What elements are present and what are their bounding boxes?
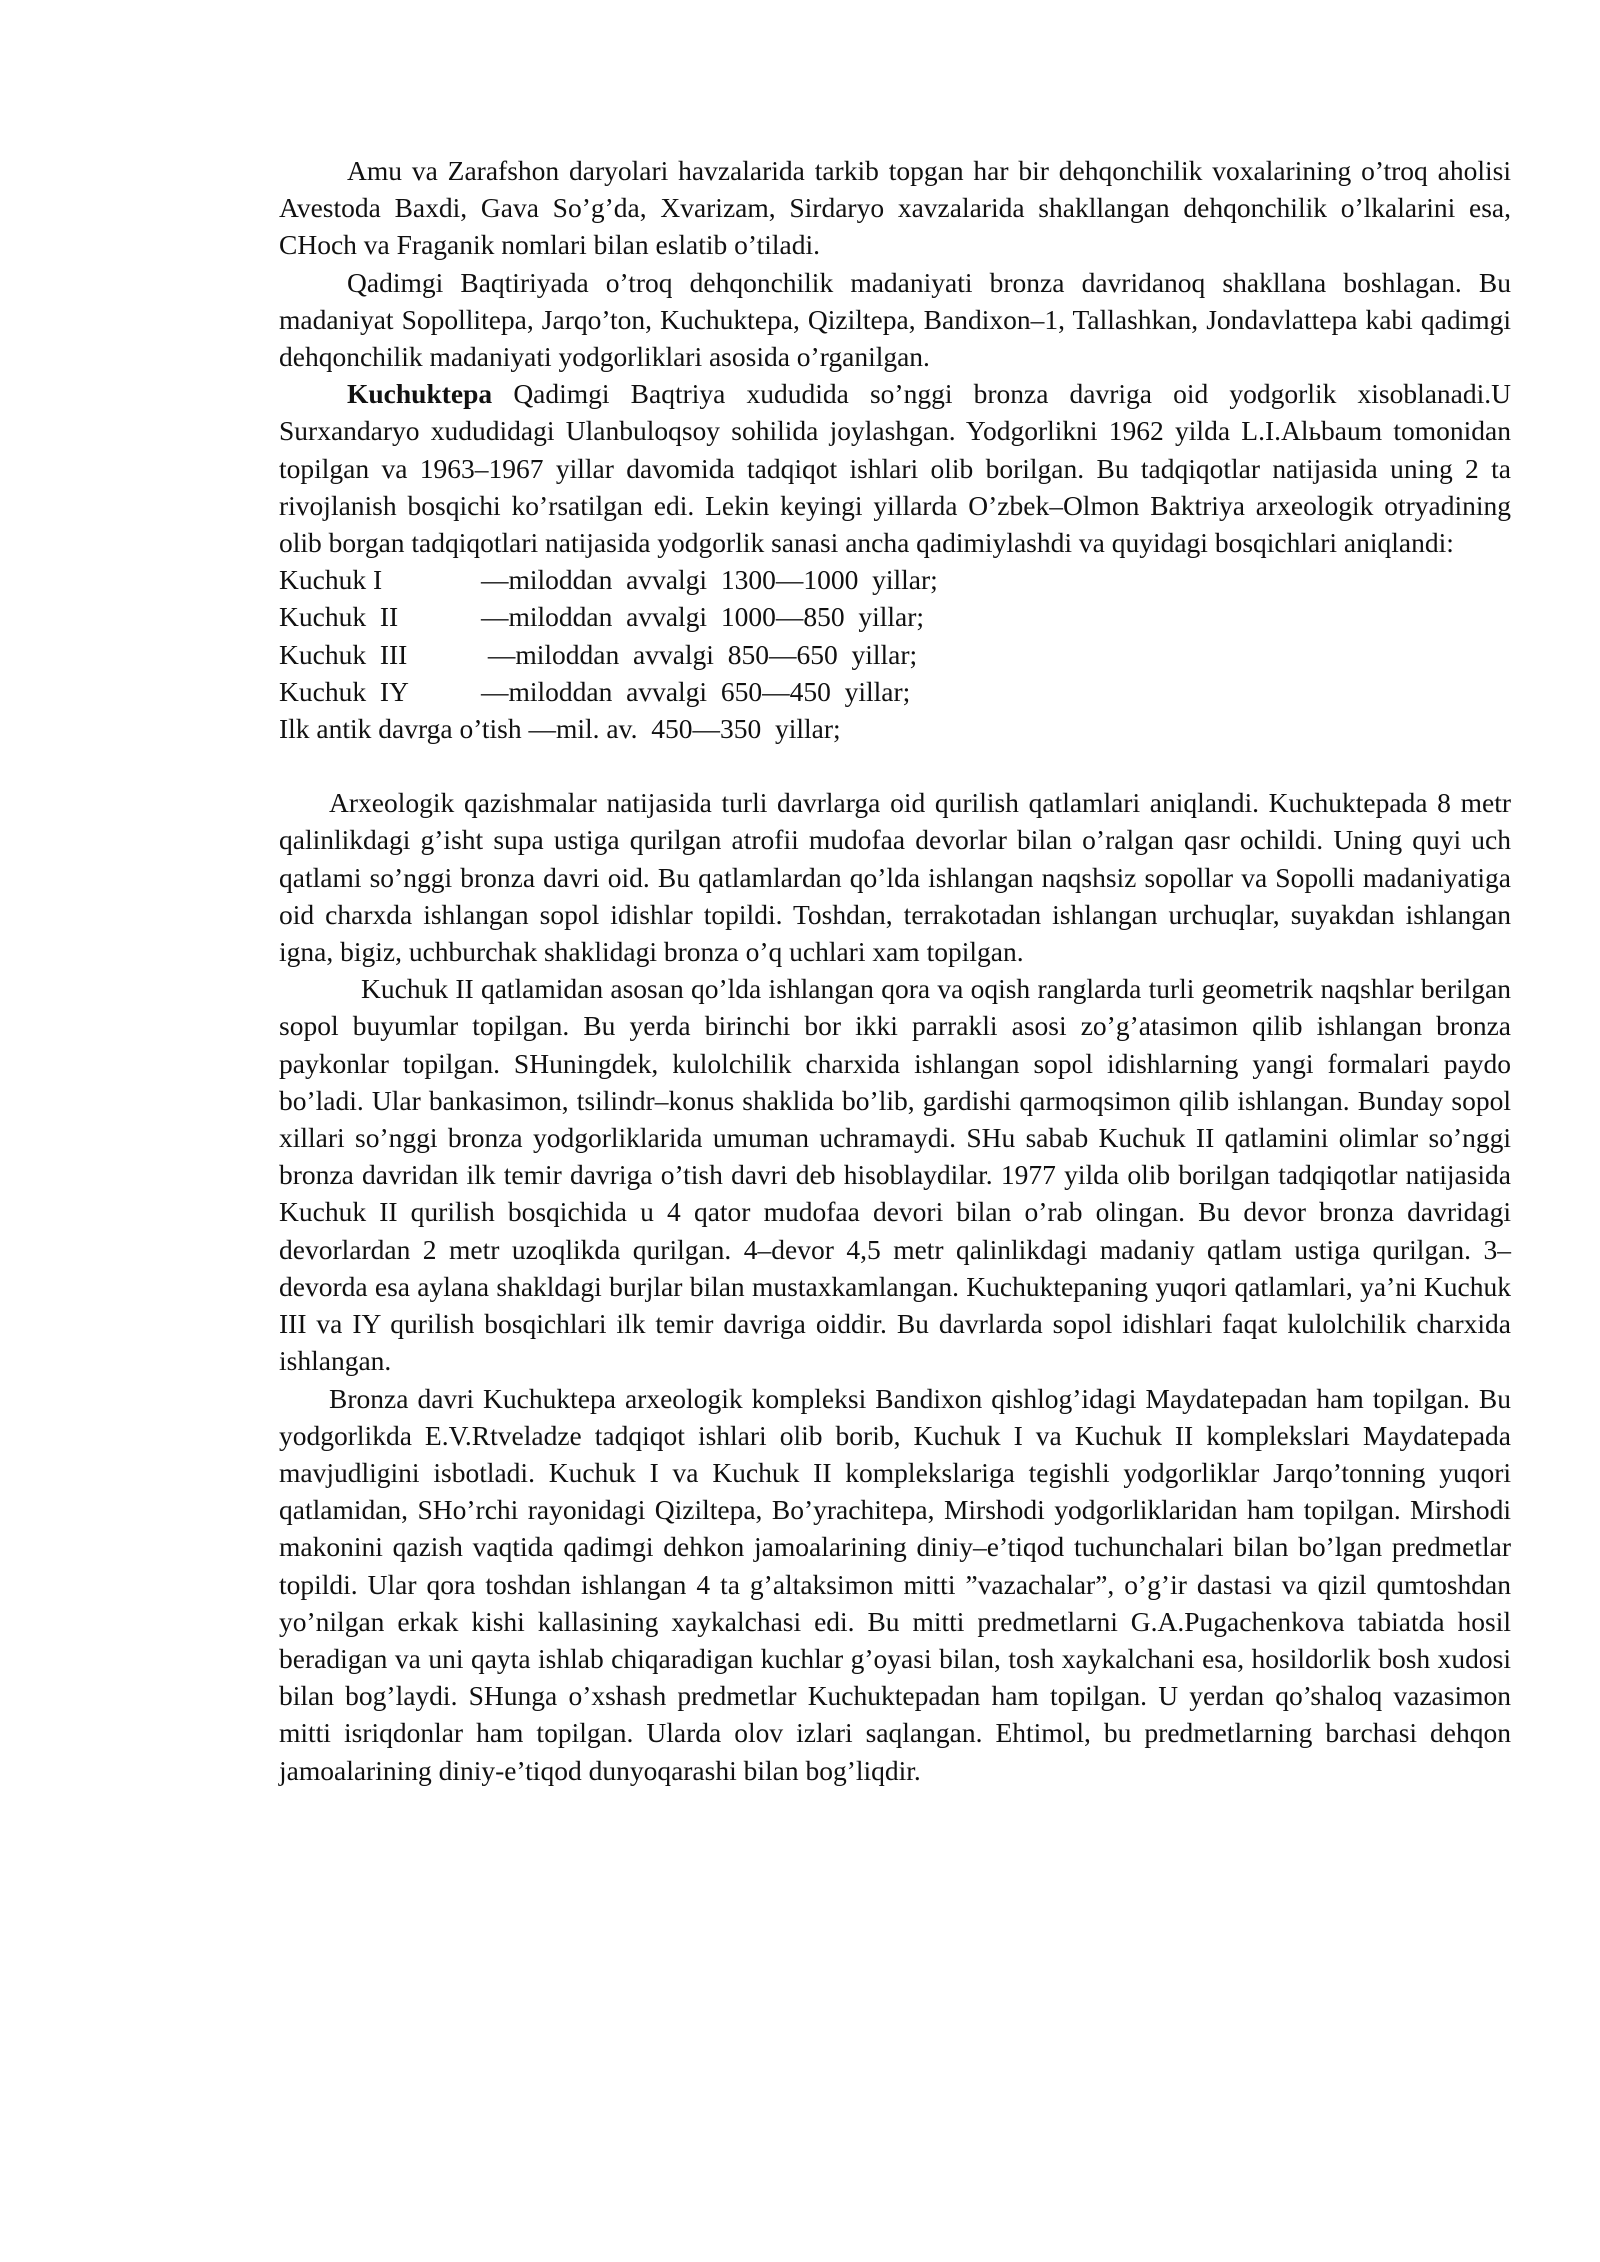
phase-row [279,598,1511,635]
paragraph-bactria-culture: Qadimgi Baqtiriyada o’troq dehqonchilik madaniyati bronza davridanoq shakllana boshlagan. Bu madaniyat Sopollitepa, Jarqo’ton, Kuchuktepa, Qiziltepa, Bandixon–1, Tallashkan, Jondavlattepa kabi qadimgi dehqonchilik madaniyati yodgorliklari asosida o’rganilgan. [279,266,1511,373]
kuchuktepa-term: Kuchuktepa [347,378,493,410]
phase-name: Kuchuk III [279,638,408,670]
phase-row [279,673,1511,710]
phase-list [279,561,1511,747]
transition-row: Ilk antik davrga o’tish —mil. av. 450—350 yillar; [279,713,841,745]
phase-date: —miloddan avvalgi 850—650 yillar; [481,638,918,670]
phase-date: —miloddan avvalgi 1300—1000 yillar; [481,564,938,596]
kuchuktepa-intro-text: Qadimgi Baqtriya xududida so’nggi bronza davriga oid yodgorlik xisoblanadi.U Surxandaryo xududidagi Ulanbuloqsoy sohilida joylashgan. Yodgorlikni 1962 yilda L.I.Alьbaum tomonidan topilgan va 1963–1967 yillar davomida tadqiqot ishlari olib borilgan. Bu tadqiqotlar natijasida uning 2 ta rivojlanish bosqichi ko’rsatilgan edi. Lekin keyingi yillarda O’zbek–Olmon Baktriya arxeologik otryadining olib borgan tadqiqotlari natijasida yodgorlik sanasi ancha qadimiylashdi va quyidagi bosqichlari aniqlandi: [279,378,1511,559]
phase-date: —miloddan avvalgi 650—450 yillar; [481,675,911,707]
phase-name: Kuchuk IY [279,675,409,707]
phase-row [279,636,1511,673]
document-page [279,152,1511,1789]
paragraph-oasis-regions: Amu va Zarafshon daryolari havzalarida tarkib topgan har bir dehqonchilik voxalarining o’troq aholisi Avestoda Baxdi, Gava So’g’da, Xvarizam, Sirdaryo xavzalarida shakllangan dehqonchilik o’lkalarini esa, CHoch va Fraganik nomlari bilan eslatib o’tiladi. [279,155,1511,261]
blank-line [279,747,1511,784]
phase-name: Kuchuk II [279,601,399,633]
phase-row [279,561,1511,598]
phase-date: —miloddan avvalgi 1000—850 yillar; [481,601,924,633]
paragraph-excavation-layers: Arxeologik qazishmalar natijasida turli davrlarga oid qurilish qatlamlari aniqlandi. Kuchuktepada 8 metr qalinlikdagi g’isht supa ustiga qurilgan atrofii mudofaa devorlar bilan o’ralgan qasr ochildi. Uning quyi uch qatlami so’nggi bronza davri oid. Bu qatlamlardan qo’lda ishlangan naqshsiz sopollar va Sopolli madaniyatiga oid charxda ishlangan sopol idishlar topildi. Toshdan, terrakotadan ishlangan urchuqlar, suyakdan ishlangan igna, bigiz, uchburchak shaklidagi bronza o’q uchlari xam topilgan. [279,787,1511,968]
paragraph-kuchuktepa-intro [279,375,1511,561]
paragraph-maydatepa: Bronza davri Kuchuktepa arxeologik kompleksi Bandixon qishlog’idagi Maydatepadan ham topilgan. Bu yodgorlikda E.V.Rtveladze tadqiqot ishlari olib borib, Kuchuk I va Kuchuk II komplekslari Maydatepada mavjudligini isbotladi. Kuchuk I va Kuchuk II komplekslariga tegishli yodgorliklar Jarqo’tonning yuqori qatlamidan, SHo’rchi rayonidagi Qiziltepa, Bo’yrachitepa, Mirshodi yodgorliklaridan ham topilgan. Mirshodi makonini qazish vaqtida qadimgi dehkon jamoalarining diniy–e’tiqod tuchunchalari bilan bo’lgan predmetlar topildi. Ular qora toshdan ishlangan 4 ta g’altaksimon mitti ”vazachalar”, o’g’ir dastasi va qizil qumtoshdan yo’nilgan erkak kishi kallasining xaykalchasi edi. Bu mitti predmetlarni G.A.Pugachenkova tabiatda hosil beradigan va uni qayta ishlab chiqaradigan kuchlar g’oyasi bilan, tosh xaykalchani esa, hosildorlik bosh xudosi bilan bog’laydi. SHunga o’xshash predmetlar Kuchuktepadan ham topilgan. U yerdan qo’shaloq vazasimon mitti isriqdonlar ham topilgan. Ularda olov izlari saqlangan. Ehtimol, bu predmetlarning barchasi dehqon jamoalarining diniy-e’tiqod dunyoqarashi bilan bog’liqdir. [279,1382,1511,1786]
phase-name: Kuchuk I [279,564,383,596]
paragraph-kuchuk-ii: Kuchuk II qatlamidan asosan qo’lda ishlangan qora va oqish ranglarda turli geometrik naqshlar berilgan sopol buyumlar topilgan. Bu yerda birinchi bor ikki parrakli asosi zo’g’atasimon qilib ishlangan bronza paykonlar topilgan. SHuningdek, kulolchilik charxida ishlangan sopol idishlarning yangi formalari paydo bo’ladi. Ular bankasimon, tsilindr–konus shaklida bo’lib, gardishi qarmoqsimon qilib ishlangan. Bunday sopol xillari so’nggi bronza yodgorliklarida umuman uchramaydi. SHu sabab Kuchuk II qatlamini olimlar so’nggi bronza davridan ilk temir davriga o’tish davri deb hisoblaydilar. 1977 yilda olib borilgan tadqiqotlar natijasida Kuchuk II qurilish bosqichida u 4 qator mudofaa devori bilan o’rab olingan. Bu devor bronza davridagi devorlardan 2 metr uzoqlikda qurilgan. 4–devor 4,5 metr qalinlikdagi madaniy qatlam ustiga qurilgan. 3–devorda esa aylana shakldagi burjlar bilan mustaxkamlangan. Kuchuktepaning yuqori qatlamlari, ya’ni Kuchuk III va IY qurilish bosqichlari ilk temir davriga oiddir. Bu davrlarda sopol idishlari faqat kulolchilik charxida ishlangan. [279,973,1511,1377]
